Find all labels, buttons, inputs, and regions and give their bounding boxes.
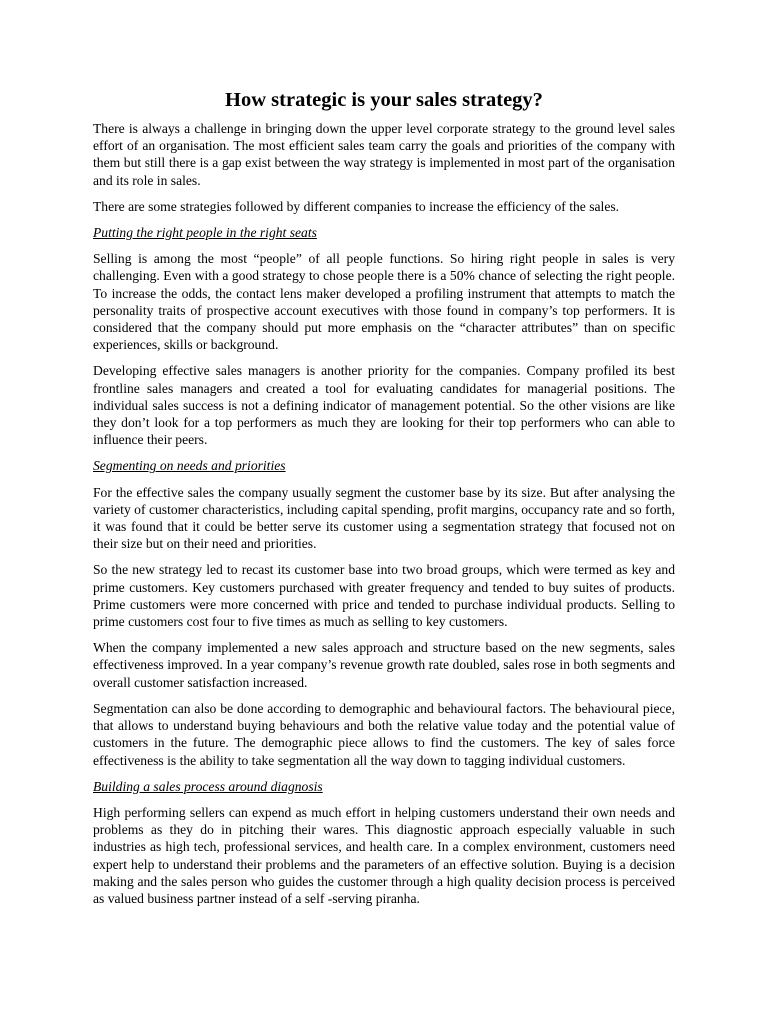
section-2-paragraph-1: For the effective sales the company usually segment the customer base by its size. But after analysing the variety of customer characteristics, including capital spending, profit margins, occupancy rate and so forth, it was found that it could be better serve its customer using a segmentation strategy that focused not on their size but on their need and priorities.: [93, 484, 675, 552]
document-page: [93, 86, 675, 916]
section-3-paragraph-1: High performing sellers can expend as much effort in helping customers understand their own needs and problems as they do in pitching their wares. This diagnostic approach especially valuable in such industries as high tech, professional services, and health care. In a complex environment, customers need expert help to understand their problems and the parameters of an effective solution. Buying is a decision making and the sales person who guides the customer through a high quality decision process is perceived as valued business partner instead of a self -serving piranha.: [93, 804, 675, 906]
section-2-paragraph-4: Segmentation can also be done according to demographic and behavioural factors. The behavioural piece, that allows to understand buying behaviours and both the relative value today and the potential value of customers in the future. The demographic piece allows to find the customers. The key of sales force effectiveness is the ability to take segmentation all the way down to tagging individual customers.: [93, 700, 675, 768]
section-2-paragraph-3: When the company implemented a new sales approach and structure based on the new segments, sales effectiveness improved. In a year company’s revenue growth rate doubled, sales rose in both segments and overall customer satisfaction increased.: [93, 640, 675, 690]
section-1-paragraph-2: Developing effective sales managers is another priority for the companies. Company profiled its best frontline sales managers and created a tool for evaluating candidates for managerial positions. The individual sales success is not a defining indicator of management potential. So the other visions are like they don’t look for a top performers as much they are looking for their top performers who can able to influence their peers.: [93, 363, 675, 448]
section-1-paragraph-1: Selling is among the most “people” of all people functions. So hiring right people in sales is very challenging. Even with a good strategy to chose people there is a 50% chance of selecting the right people. To increase the odds, the contact lens maker developed a profiling instrument that attempts to match the personality traits of prospective account executives with those found in company’s top performers. It is considered that the company should put more emphasis on the “character attributes” than on specific experiences, skills or background.: [93, 251, 675, 353]
document-title: How strategic is your sales strategy?: [225, 89, 543, 111]
section-heading-segmenting: Segmenting on needs and priorities: [93, 458, 286, 474]
section-heading-diagnosis: Building a sales process around diagnosis: [93, 778, 323, 794]
intro-paragraph-1: There is always a challenge in bringing down the upper level corporate strategy to the ground level sales effort of an organisation. The most efficient sales team carry the goals and priorities of the company with them but still there is a gap exist between the way strategy is implemented in most part of the organisation and its role in sales.: [93, 121, 675, 188]
section-2-paragraph-2: So the new strategy led to recast its customer base into two broad groups, which were termed as key and prime customers. Key customers purchased with greater frequency and tended to buy suites of products. Prime customers were more concerned with price and tended to purchase individual products. Selling to prime customers cost four to five times as much as selling to key customers.: [93, 562, 675, 630]
intro-paragraph-2: There are some strategies followed by different companies to increase the efficiency of the sales.: [93, 198, 620, 214]
section-heading-right-people: Putting the right people in the right seats: [93, 225, 317, 241]
